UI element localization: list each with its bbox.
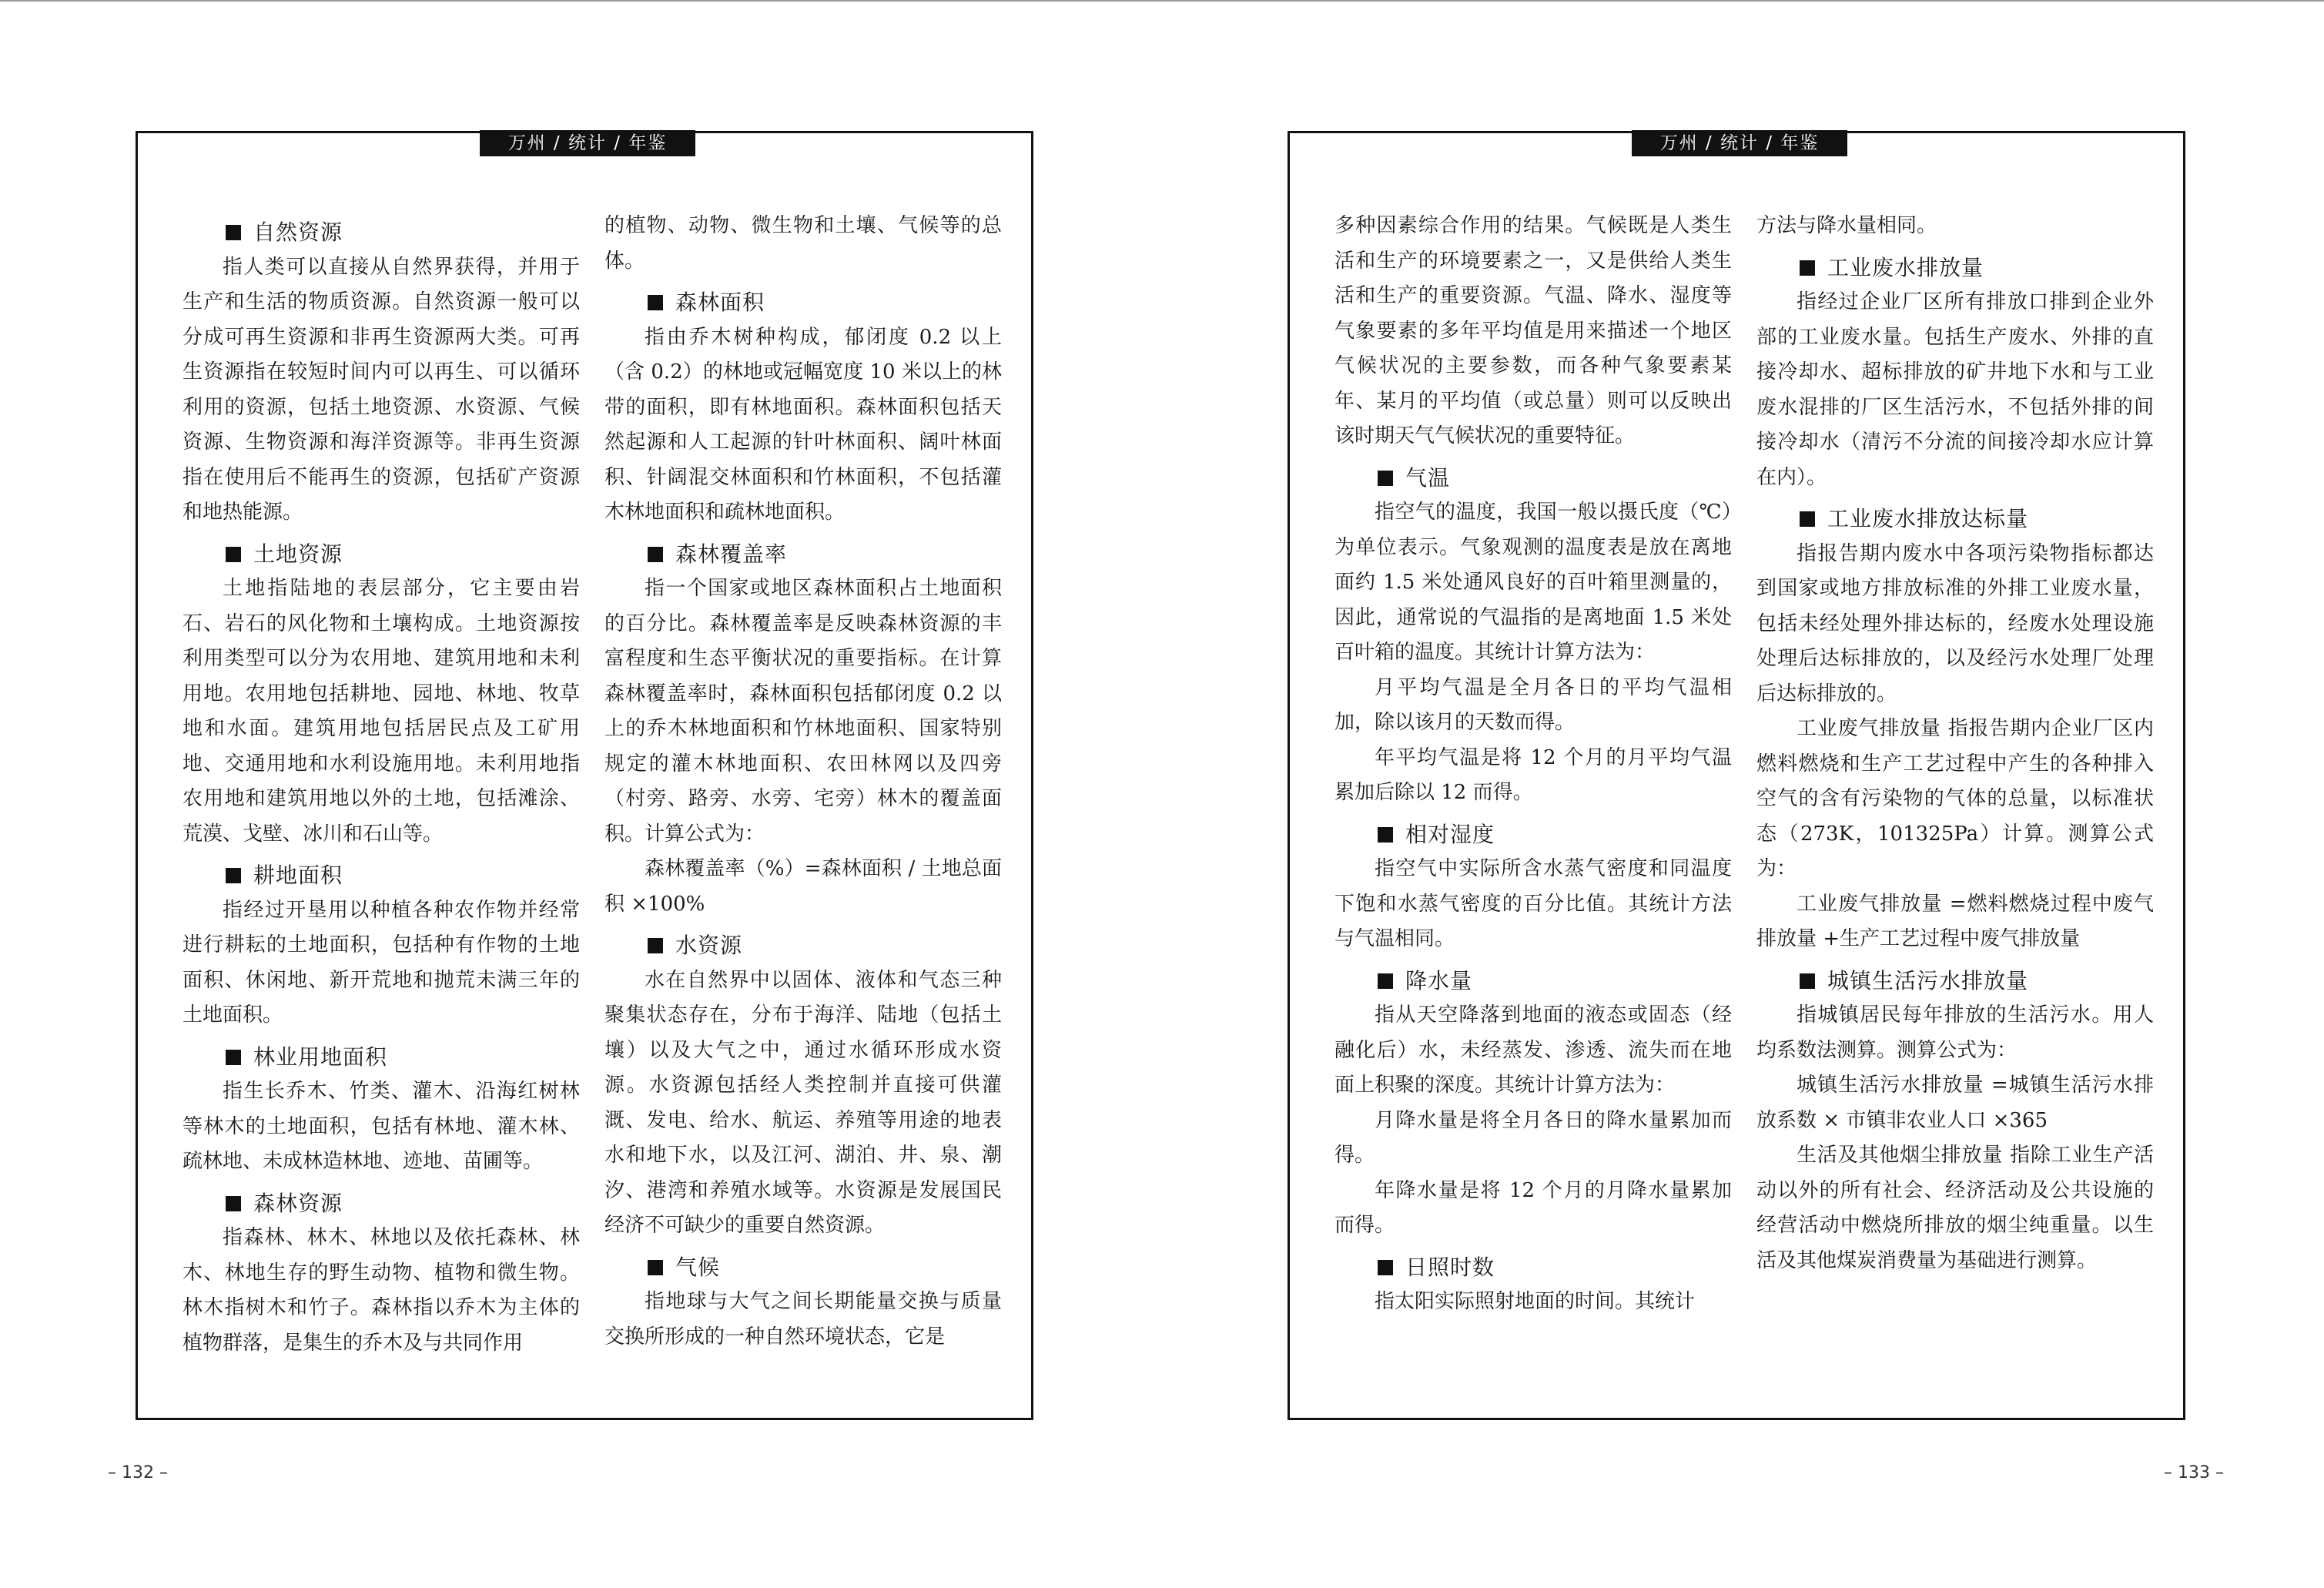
section-heading — [1756, 250, 2154, 286]
page-number-left: – 132 – — [108, 1463, 168, 1482]
section-heading-text: 耕地面积 — [253, 863, 343, 888]
square-bullet-icon — [1378, 471, 1393, 486]
section-heading — [604, 1250, 1002, 1285]
paragraph: 森林覆盖率（%）=森林面积 / 土地总面积 ×100% — [604, 857, 1002, 916]
continued-paragraph: 的植物、动物、微生物和土壤、气候等的总体。 — [604, 214, 1002, 273]
paragraph: 指人类可以直接从自然界获得，并用于生产和生活的物质资源。自然资源一般可以分成可再生资源和非再生资源两大类。可再生资源指在较短时间内可以再生、可以循环利用的资源，包括土地资源、水资源、气候资源、生物资源和海洋资源等。非再生资源指在使用后不能再生的资源，包括矿产资源和地热能源。 — [183, 255, 580, 524]
page-number-right: – 133 – — [2164, 1463, 2224, 1482]
section-heading-text: 工业废水排放达标量 — [1827, 506, 2029, 531]
section-heading-text: 工业废水排放量 — [1827, 254, 1984, 280]
section-heading-text: 降水量 — [1405, 967, 1473, 993]
section-heading — [183, 215, 580, 250]
paragraph: 年降水量是将 12 个月的月降水量累加而得。 — [1334, 1178, 1732, 1237]
section-heading-text: 森林覆盖率 — [675, 541, 788, 567]
continued-paragraph: 方法与降水量相同。 — [1756, 214, 1937, 237]
square-bullet-icon — [648, 1260, 663, 1275]
square-bullet-icon — [226, 225, 241, 240]
square-bullet-icon — [1800, 973, 1815, 989]
paragraph: 城镇生活污水排放量 =城镇生活污水排放系数 × 市镇非农业人口 ×365 — [1756, 1074, 2154, 1132]
section-heading — [183, 1186, 580, 1221]
square-bullet-icon — [226, 1050, 241, 1065]
paragraph: 指太阳实际照射地面的时间。其统计 — [1375, 1290, 1696, 1313]
section-heading — [604, 928, 1002, 963]
section-heading-text: 气候 — [675, 1254, 721, 1280]
paragraph: 指森林、林木、林地以及依托森林、林木、林地生存的野生动物、植物和微生物。林木指树木和竹子。森林指以乔木为主体的植物群落，是集生的乔木及与共同作用 — [183, 1226, 580, 1355]
section-heading-text: 森林面积 — [675, 290, 765, 315]
section-heading-text: 水资源 — [675, 933, 743, 958]
paragraph: 指地球与大气之间长期能量交换与质量交换所形成的一种自然环境状态，它是 — [604, 1290, 1002, 1348]
left-page-column-2 — [604, 209, 1002, 1355]
paragraph: 指由乔木树种构成，郁闭度 0.2 以上（含 0.2）的林地或冠幅宽度 10 米以上的林带的面积，即有林地面积。森林面积包括天然起源和人工起源的针叶林面积、阔叶林面积、针阔混交林面积和竹林面积，不包括灌木林地面积和疏林地面积。 — [604, 325, 1002, 524]
section-heading-text: 自然资源 — [253, 219, 343, 245]
section-heading — [1334, 817, 1732, 853]
square-bullet-icon — [1800, 260, 1815, 276]
paragraph: 月降水量是将全月各日的降水量累加而得。 — [1334, 1108, 1732, 1167]
continued-paragraph: 多种因素综合作用的结果。气候既是人类生活和生产的环境要素之一，又是供给人类生活和生产的重要资源。气温、降水、湿度等气象要素的多年平均值是用来描述一个地区气候状况的主要参数，而各种气象要素某年、某月的平均值（或总量）则可以反映出该时期天气气候状况的重要特征。 — [1334, 214, 1732, 447]
square-bullet-icon — [226, 547, 241, 562]
left-page-column-1 — [183, 209, 580, 1361]
paragraph: 水在自然界中以固体、液体和气态三种聚集状态存在，分布于海洋、陆地（包括土壤）以及大气之中，通过水循环形成水资源。水资源包括经人类控制并直接可供灌溉、发电、给水、航运、养殖等用途的地表水和地下水，以及江河、湖泊、井、泉、潮汐、港湾和养殖水域等。水资源是发展国民经济不可缺少的重要自然资源。 — [604, 968, 1002, 1237]
paragraph: 指从天空降落到地面的液态或固态（经融化后）水，未经蒸发、渗透、流失而在地面上积聚的深度。其统计计算方法为： — [1334, 1003, 1732, 1097]
paragraph: 土地指陆地的表层部分，它主要由岩石、岩石的风化物和土壤构成。土地资源按利用类型可以分为农用地、建筑用地和未利用地。农用地包括耕地、园地、林地、牧草地和水面。建筑用地包括居民点及工矿用地、交通用地和水利设施用地。未利用地指农用地和建筑用地以外的土地，包括滩涂、荒漠、戈壁、冰川和石山等。 — [183, 577, 580, 846]
square-bullet-icon — [1378, 827, 1393, 843]
section-heading — [1756, 963, 2154, 999]
section-heading — [1334, 1250, 1732, 1285]
section-heading — [604, 285, 1002, 320]
paragraph: 指经过开垦用以种植各种农作物并经常进行耕耘的土地面积，包括种有作物的土地面积、休闲地、新开荒地和抛荒未满三年的土地面积。 — [183, 898, 580, 1027]
section-heading-text: 气温 — [1405, 464, 1451, 491]
paragraph: 生活及其他烟尘排放量 指除工业生产活动以外的所有社会、经济活动及公共设施的经营活动中燃烧所排放的烟尘纯重量。以生活及其他煤炭消费量为基础进行测算。 — [1756, 1144, 2154, 1272]
paragraph: 月平均气温是全月各日的平均气温相加，除以该月的天数而得。 — [1334, 675, 1732, 734]
paragraph: 指空气的温度，我国一般以摄氏度（℃）为单位表示。气象观测的温度表是放在离地面约 1.5 米处通风良好的百叶箱里测量的，因此，通常说的气温指的是离地面 1.5 米处百叶箱的温度。其统计计算方法为： — [1334, 501, 1732, 664]
left-page-frame — [136, 131, 1033, 1420]
section-heading-text: 森林资源 — [253, 1190, 343, 1216]
section-heading-text: 日照时数 — [1405, 1254, 1495, 1280]
section-heading-text: 城镇生活污水排放量 — [1827, 967, 2029, 993]
paragraph: 指经过企业厂区所有排放口排到企业外部的工业废水量。包括生产废水、外排的直接冷却水、超标排放的矿井地下水和与工业废水混排的厂区生活污水，不包括外排的间接冷却水（清污不分流的间接冷却水应计算在内）。 — [1756, 290, 2154, 489]
section-heading — [1756, 501, 2154, 537]
section-heading-text: 土地资源 — [253, 541, 343, 567]
section-heading-text: 林业用地面积 — [253, 1044, 388, 1070]
right-page-column-1 — [1334, 209, 1732, 1320]
top-rule — [0, 0, 2324, 2]
right-page-frame — [1288, 131, 2185, 1420]
paragraph: 年平均气温是将 12 个月的月平均气温累加后除以 12 而得。 — [1334, 745, 1732, 804]
running-header: 万州 / 统计 / 年鉴 — [1632, 130, 1847, 156]
square-bullet-icon — [648, 547, 663, 562]
paragraph: 工业废气排放量 指报告期内企业厂区内燃料燃烧和生产工艺过程中产生的各种排入空气的含有污染物的气体的总量，以标准状态（273K，101325Pa）计算。测算公式为： — [1756, 717, 2154, 880]
section-heading — [1334, 461, 1732, 496]
section-heading — [604, 537, 1002, 572]
paragraph: 指城镇居民每年排放的生活污水。用人均系数法测算。测算公式为： — [1756, 1003, 2154, 1062]
square-bullet-icon — [1378, 1260, 1393, 1275]
section-heading — [183, 537, 580, 572]
paragraph: 指一个国家或地区森林面积占土地面积的百分比。森林覆盖率是反映森林资源的丰富程度和生态平衡状况的重要指标。在计算森林覆盖率时，森林面积包括郁闭度 0.2 以上的乔木林地面积和竹林地面积、国家特别规定的灌木林地面积、农田林网以及四旁（村旁、路旁、水旁、宅旁）林木的覆盖面积。计算公式为： — [604, 577, 1002, 846]
section-heading — [183, 1040, 580, 1075]
square-bullet-icon — [1800, 511, 1815, 527]
section-heading — [183, 858, 580, 893]
square-bullet-icon — [226, 1196, 241, 1211]
paragraph: 指报告期内废水中各项污染物指标都达到国家或地方排放标准的外排工业废水量，包括未经处理外排达标的，经废水处理设施处理后达标排放的，以及经污水处理厂处理后达标排放的。 — [1756, 541, 2154, 705]
square-bullet-icon — [648, 938, 663, 953]
section-heading-text: 相对湿度 — [1405, 821, 1495, 847]
section-heading — [1334, 963, 1732, 999]
square-bullet-icon — [648, 295, 663, 310]
paragraph: 指空气中实际所含水蒸气密度和同温度下饱和水蒸气密度的百分比值。其统计方法与气温相同。 — [1334, 857, 1732, 950]
square-bullet-icon — [226, 868, 241, 883]
paragraph: 指生长乔木、竹类、灌木、沿海红树林等林木的土地面积，包括有林地、灌木林、疏林地、未成林造林地、迹地、苗圃等。 — [183, 1080, 580, 1173]
paragraph: 工业废气排放量 =燃料燃烧过程中废气排放量 +生产工艺过程中废气排放量 — [1756, 892, 2154, 950]
right-page-column-2 — [1756, 209, 2154, 1278]
square-bullet-icon — [1378, 973, 1393, 989]
running-header: 万州 / 统计 / 年鉴 — [480, 130, 695, 156]
